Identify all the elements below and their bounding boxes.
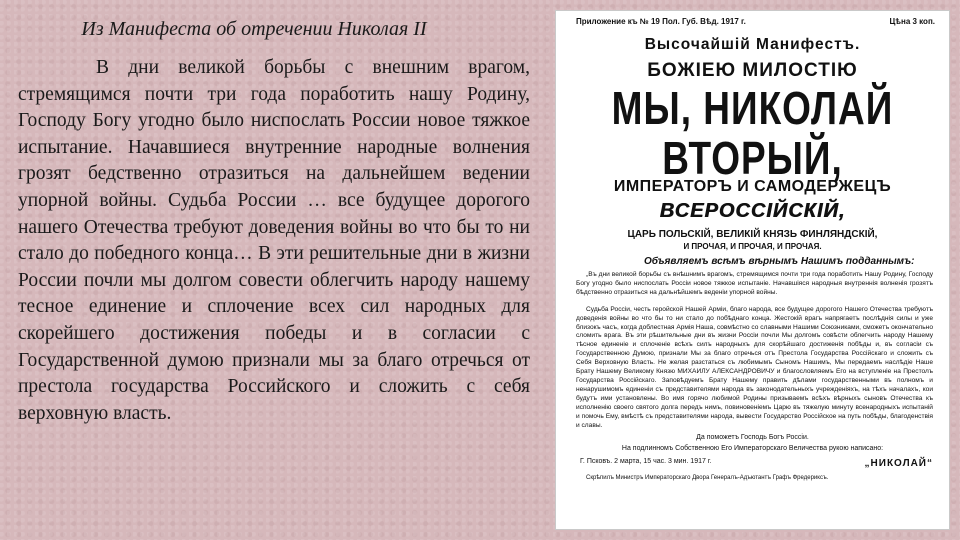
document-footer: [556, 452, 949, 469]
quote-title: Из Манифеста об отречении Николая II: [81, 18, 427, 40]
document-signed-note: На подлинномъ Собственною Его Императорскаго Величества рукою написано:: [621, 445, 884, 453]
document-countersign-line: [556, 469, 949, 481]
manifesto-document-image: [556, 11, 949, 529]
document-heading: Высочайшій Манифестъ.: [644, 36, 861, 53]
document-header-line: [556, 11, 949, 26]
document-and-others: И ПРОЧАЯ, И ПРОЧАЯ, И ПРОЧАЯ.: [683, 242, 822, 251]
document-countersign: Скрѣпилъ Министръ Императорскаго Двора Генералъ-Адъютантъ Графъ Фредериксъ.: [586, 475, 829, 482]
document-paragraph-1: „Въ дни великой борьбы съ внѣшнимъ врагомъ, стремящимся почти три года поработить Нашу Родину, Господу Богу угодно было ниспослать Россіи новое тяжкое испытаніе. Начавшіяся народныя внутреннія волненія грозятъ бѣдственно отразиться на дальнѣйшемъ веденіи упорной войны.: [576, 271, 933, 296]
document-signature: „НИКОЛАЙ“: [864, 458, 933, 470]
document-emperor-title: ИМПЕРАТОРЪ И САМОДЕРЖЕЦЪ: [613, 178, 892, 195]
quote-text: В дни великой борьбы с внешним врагом, стремящимся почти три года поработить нашу Родину, Господу Богу угодно было ниспослать России новое тяжкое испытание. Начавшиеся внутренние народные волнения грозят бедственно отразиться на дальнейшем ведении упорной войны. Судьба России … все будущее дорогого нашего Отечества требуют доведения войны во что бы то ни стало до победного конца… В эти решительные дни в жизни России почли мы долгом совести облегчить народу нашему тесное единение и сплочение всех сил народных для скорейшего достижения победы и в согласии с Государственной думою признали мы за благо отречься от престола государства Российского и сложить с себя верховную власть.: [18, 57, 530, 424]
document-announcement: Объявляемъ всѣмъ вѣрнымъ Нашимъ подданнымъ:: [644, 256, 915, 267]
document-supplement-note: Приложение къ № 19 Пол. Губ. Вѣд. 1917 г.: [576, 17, 746, 26]
document-emperor-name: МЫ, НИКОЛАЙ ВТОРЫЙ,: [611, 82, 894, 184]
document-closing: Да поможетъ Господь Богъ Россіи.: [696, 434, 809, 442]
document-place-date: Г. Псковъ. 2 марта, 15 час. 3 мин. 1917 г.: [580, 458, 712, 466]
document-price: Цѣна 3 коп.: [889, 17, 935, 26]
document-all-russian: ВСЕРОССІЙСКІЙ,: [659, 200, 846, 222]
document-tsar-titles: ЦАРЬ ПОЛЬСКІЙ, ВЕЛИКІЙ КНЯЗЬ ФИНЛЯНДСКІЙ,: [627, 229, 878, 240]
document-paragraph-2: Судьба Россіи, честь геройской Нашей Арміи, благо народа, все будущее дорогого Нашего Отечества требуютъ доведенія войны во что бы то ни стало до побѣднаго конца. Жестокій врагъ напрягаетъ послѣднія силы и уже близокъ часъ, когда доблестная Армія Наша, совмѣстно со славными Нашими Союзниками, сможетъ окончательно сломить врага. Въ эти рѣшительные дни въ жизни Россіи почли Мы долгомъ совѣсти облегчить народу Нашему тѣсное единеніе и сплоченіе всѣхъ силъ народныхъ для скорѣйшаго достиженія побѣды и, въ согласіи съ Государственною Думою, признали Мы за благо отречься отъ Престола Государства Россійскаго и сложить съ Себя Верховную Власть. Не желая разстаться съ любимымъ Сыномъ Нашимъ, Мы передаемъ наслѣдіе Наше Брату Нашему Великому Князю МИХАИЛУ АЛЕКСАНДРОВИЧУ и благословляемъ Его на вступленіе на Престолъ Государства Россійскаго. Заповѣдуемъ Брату Нашему править дѣлами государственными въ полномъ и ненарушимомъ единеніи съ представителями народа въ законодательныхъ учрежденіяхъ, на тѣхъ началахъ, кои будутъ ими установлены. Во имя горячо любимой Родины призываемъ всѣхъ вѣрныхъ сыновъ Отечества къ исполненію своего святого долга передъ нимъ, повиновеніемъ Царю въ тяжелую минуту всенародныхъ испытаній и помочь Ему, вмѣстѣ съ представителями народа, вывести Государство Россійское на путь побѣды, благоденствія и славы.: [576, 305, 933, 429]
quote-panel: [18, 18, 530, 427]
document-by-grace: БОЖІЕЮ МИЛОСТІЮ: [647, 60, 858, 81]
